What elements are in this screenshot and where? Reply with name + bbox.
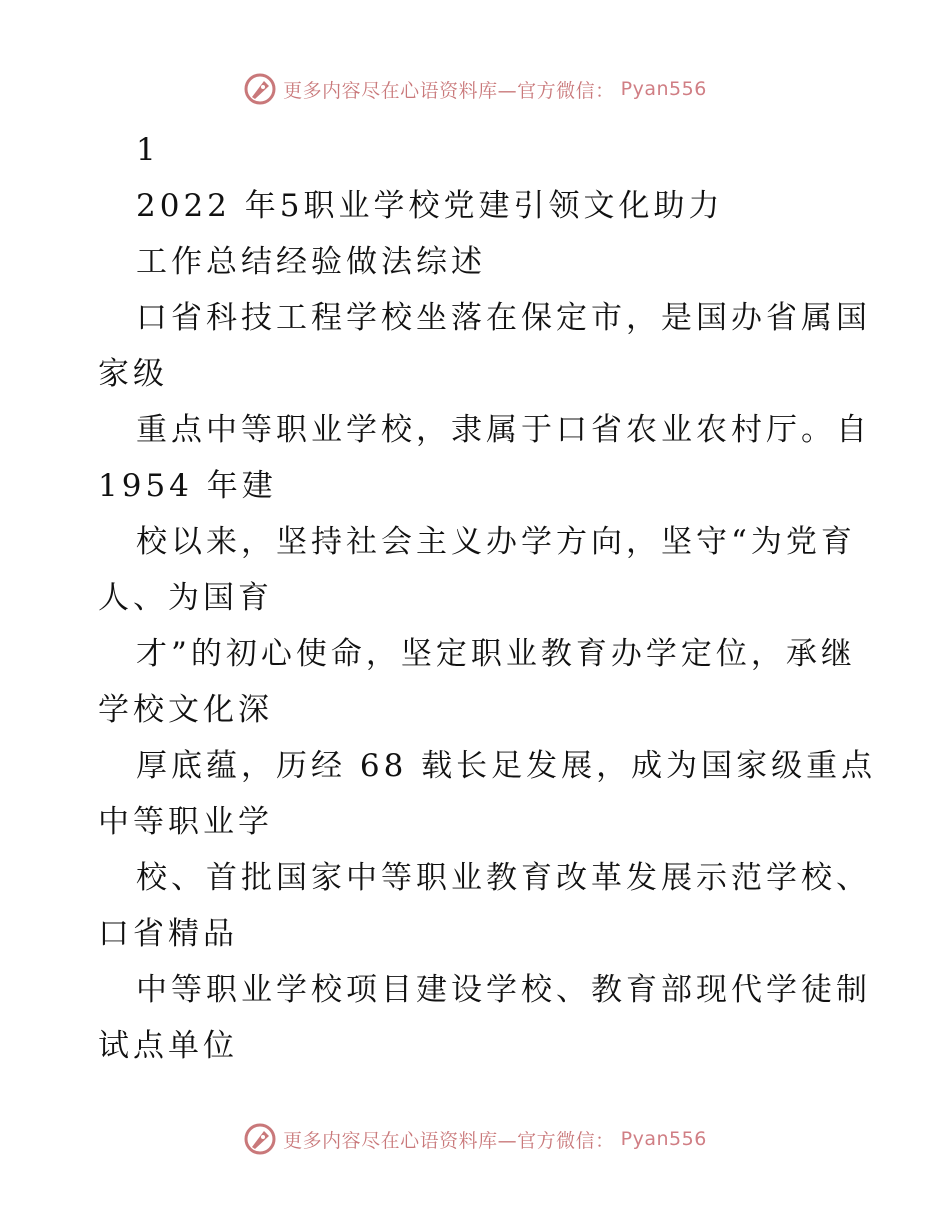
page-number: 1 [136,132,160,168]
body-line: 学校文化深 [98,692,273,728]
document-subtitle: 工作总结经验做法综述 [136,244,486,280]
body-line: 家级 [98,356,168,392]
footer-watermark [0,1122,950,1156]
watermark-text: 更多内容尽在心语资料库—官方微信： [283,1129,615,1152]
body-line: 人、为国育 [98,580,273,616]
watermark-id: Pyan556 [620,78,707,100]
header-watermark [0,72,950,106]
pen-nib-logo-icon [243,1122,277,1156]
body-line: 才”的初心使命，坚定职业教育办学定位，承继 [136,636,856,672]
document-title: 2022 年5职业学校党建引领文化助力 [136,188,724,224]
body-line: 口省精品 [98,916,238,952]
body-line: 试点单位 [98,1028,238,1064]
body-line: 厚底蕴，历经 68 载长足发展，成为国家级重点 [136,748,877,784]
watermark-id: Pyan556 [620,1128,707,1150]
pen-nib-logo-icon [243,72,277,106]
body-line: 口省科技工程学校坐落在保定市，是国办省属国 [136,300,871,336]
body-line: 中等职业学校项目建设学校、教育部现代学徒制 [136,972,871,1008]
body-line: 重点中等职业学校，隶属于口省农业农村厅。自 [136,412,871,448]
body-line: 校以来，坚持社会主义办学方向，坚守“为党育 [136,524,856,560]
body-line: 中等职业学 [98,804,273,840]
body-line: 1954 年建 [98,468,277,504]
watermark-text: 更多内容尽在心语资料库—官方微信： [283,79,615,102]
document-body [98,122,877,1074]
body-line: 校、首批国家中等职业教育改革发展示范学校、 [136,860,871,896]
